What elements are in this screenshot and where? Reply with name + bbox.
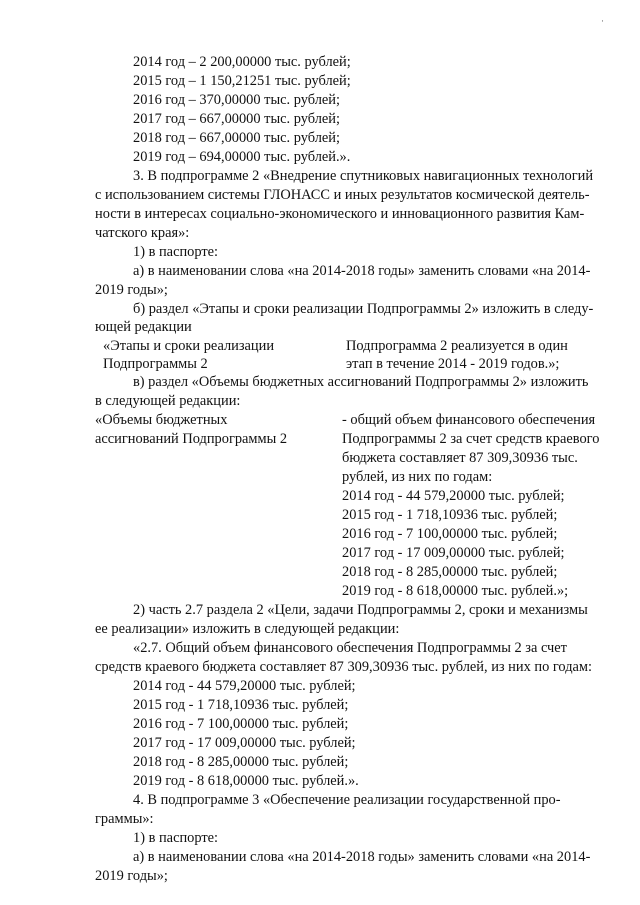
text-line: «2.7. Общий объем финансового обеспечения Подпрограммы 2 за счет xyxy=(133,640,567,656)
text-line: а) в наименовании слова «на 2014-2018 годы» заменить словами «на 2014- xyxy=(133,849,591,865)
table-cell-right: 2018 год - 8 285,00000 тыс. рублей; xyxy=(342,564,558,580)
text-line: чатского края»: xyxy=(95,225,190,241)
text-line: 1) в паспорте: xyxy=(133,830,219,846)
table-cell-left: «Объемы бюджетных xyxy=(95,412,228,428)
text-line: 2017 год - 17 009,00000 тыс. рублей; xyxy=(133,735,356,751)
text-line: 2019 годы»; xyxy=(95,282,168,298)
text-line: 2) часть 2.7 раздела 2 «Цели, задачи Подпрограммы 2, сроки и механизмы xyxy=(133,602,588,618)
table-cell-right: Подпрограмма 2 реализуется в один xyxy=(346,338,568,354)
text-line: с использованием системы ГЛОНАСС и иных результатов космической деятель- xyxy=(95,187,590,203)
text-line: ее реализации» изложить в следующей редакции: xyxy=(95,621,400,637)
text-line: 2019 год - 8 618,00000 тыс. рублей.». xyxy=(133,773,359,789)
table-cell-right: 2017 год - 17 009,00000 тыс. рублей; xyxy=(342,545,565,561)
text-line: граммы»: xyxy=(95,811,154,827)
table-cell-right: 2015 год - 1 718,10936 тыс. рублей; xyxy=(342,507,558,523)
text-line: 2014 год - 44 579,20000 тыс. рублей; xyxy=(133,678,356,694)
text-line: ющей редакции xyxy=(95,319,192,335)
table-cell-right: 2016 год - 7 100,00000 тыс. рублей; xyxy=(342,526,558,542)
text-line: 2019 год – 694,00000 тыс. рублей.». xyxy=(133,149,351,165)
text-line: 2017 год – 667,00000 тыс. рублей; xyxy=(133,111,340,127)
table-cell-right: 2014 год - 44 579,20000 тыс. рублей; xyxy=(342,488,565,504)
table-cell-right: бюджета составляет 87 309,30936 тыс. xyxy=(342,450,578,466)
table-cell-left: «Этапы и сроки реализации xyxy=(103,338,275,354)
table-cell-right: этап в течение 2014 - 2019 годов.»; xyxy=(346,356,560,372)
text-line: ности в интересах социально-экономического и инновационного развития Кам- xyxy=(95,206,585,222)
text-line: в следующей редакции: xyxy=(95,393,241,409)
text-line: 2014 год – 2 200,00000 тыс. рублей; xyxy=(133,54,351,70)
text-line: б) раздел «Этапы и сроки реализации Подпрограммы 2» изложить в следу- xyxy=(133,301,594,317)
table-cell-left: Подпрограммы 2 xyxy=(103,356,208,372)
table-cell-right: 2019 год - 8 618,00000 тыс. рублей.»; xyxy=(342,583,569,599)
text-line: 3. В подпрограмме 2 «Внедрение спутниковых навигационных технологий xyxy=(133,168,594,184)
text-line: 2016 год - 7 100,00000 тыс. рублей; xyxy=(133,716,349,732)
table-cell-right: Подпрограммы 2 за счет средств краевого xyxy=(342,431,600,447)
table-cell-left: ассигнований Подпрограммы 2 xyxy=(95,431,288,447)
text-line: 1) в паспорте: xyxy=(133,244,219,260)
table-cell-right: рублей, из них по годам: xyxy=(342,469,493,485)
text-line: а) в наименовании слова «на 2014-2018 годы» заменить словами «на 2014- xyxy=(133,263,591,279)
text-line: в) раздел «Объемы бюджетных ассигнований Подпрограммы 2» изложить xyxy=(133,374,589,390)
table-cell-right: - общий объем финансового обеспечения xyxy=(342,412,596,428)
text-line: 2015 год - 1 718,10936 тыс. рублей; xyxy=(133,697,349,713)
text-line: 2019 годы»; xyxy=(95,868,168,884)
text-line: 2016 год – 370,00000 тыс. рублей; xyxy=(133,92,340,108)
text-line: 2018 год – 667,00000 тыс. рублей; xyxy=(133,130,340,146)
text-line: 2018 год - 8 285,00000 тыс. рублей; xyxy=(133,754,349,770)
text-line: средств краевого бюджета составляет 87 309,30936 тыс. рублей, из них по годам: xyxy=(95,659,593,675)
text-line: 4. В подпрограмме 3 «Обеспечение реализации государственной про- xyxy=(133,792,561,808)
text-line: 2015 год – 1 150,21251 тыс. рублей; xyxy=(133,73,351,89)
corner-mark: · xyxy=(601,16,604,26)
